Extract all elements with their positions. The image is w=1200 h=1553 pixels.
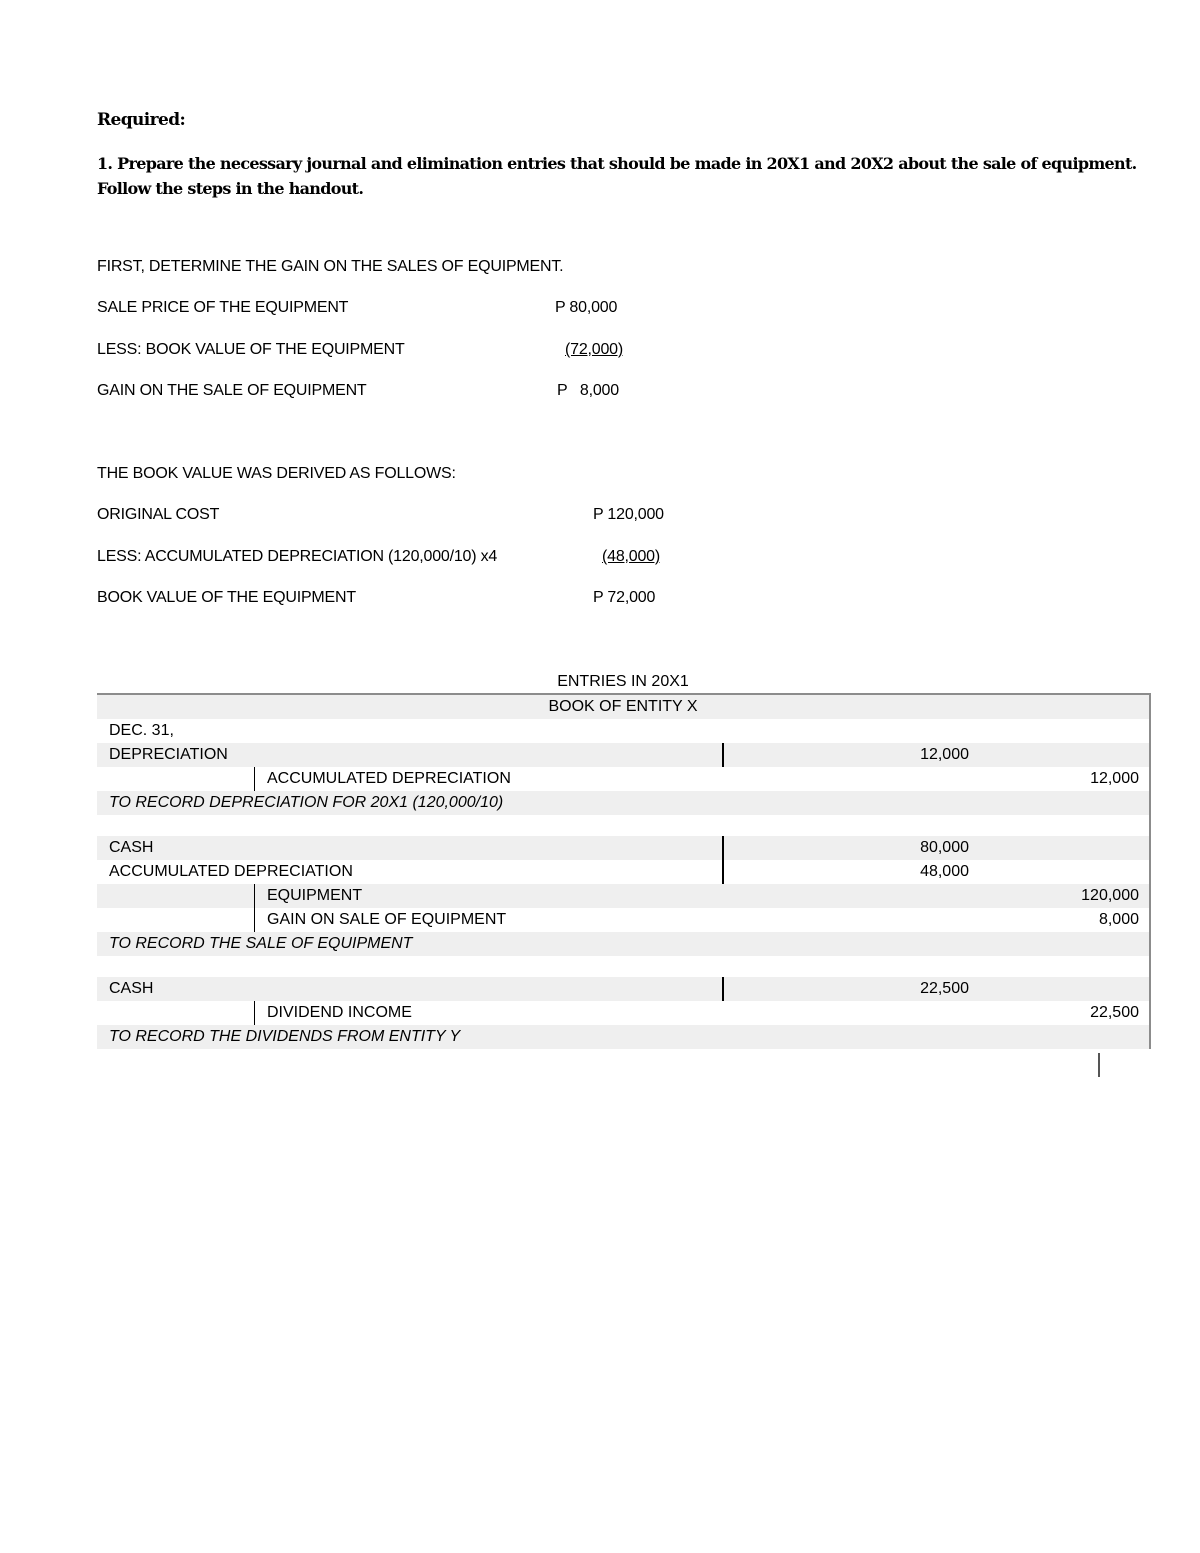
journal-row: [97, 860, 1149, 884]
sale-price-label: SALE PRICE OF THE EQUIPMENT: [97, 299, 349, 316]
journal-memo-row: [97, 791, 1149, 815]
journal-row: [97, 977, 1149, 1001]
credit-account: EQUIPMENT: [254, 884, 362, 908]
debit-account: CASH: [109, 839, 154, 856]
sale-price-value: P 80,000: [555, 299, 618, 316]
column-divider: [722, 977, 724, 1001]
entry-memo: TO RECORD THE DIVIDENDS FROM ENTITY Y: [109, 1028, 461, 1045]
gain-heading: FIRST, DETERMINE THE GAIN ON THE SALES OF EQUIPMENT.: [97, 258, 564, 275]
table-divider-line: [1098, 1053, 1100, 1077]
book-value-value: P 72,000: [593, 589, 656, 606]
journal-row: [97, 908, 1149, 932]
journal-row: [97, 884, 1149, 908]
credit-account: GAIN ON SALE OF EQUIPMENT: [254, 908, 506, 932]
entry-memo: TO RECORD THE SALE OF EQUIPMENT: [109, 935, 413, 952]
debit-account: ACCUMULATED DEPRECIATION: [109, 863, 353, 880]
journal-row: [97, 743, 1149, 767]
less-book-value-value: (72,000): [565, 341, 623, 358]
journal-spacer-row: [97, 815, 1149, 836]
journal-table: [97, 693, 1151, 1049]
journal-date-row: [97, 719, 1149, 743]
credit-amount: 22,500: [1090, 1004, 1139, 1021]
required-instruction: 1. Prepare the necessary journal and elimination entries that should be made in 20X1 and 20X2 about the sale of equipment. Follow the steps in the handout.: [97, 154, 1137, 198]
book-value-label: BOOK VALUE OF THE EQUIPMENT: [97, 589, 356, 606]
accumulated-depreciation-value: (48,000): [602, 548, 660, 565]
journal-title: ENTRIES IN 20X1: [557, 673, 689, 690]
gain-on-sale-label: GAIN ON THE SALE OF EQUIPMENT: [97, 382, 367, 399]
gain-on-sale-value: P 8,000: [557, 382, 619, 399]
journal-book-row: [97, 695, 1149, 719]
original-cost-label: ORIGINAL COST: [97, 506, 220, 523]
debit-amount: 22,500: [920, 980, 969, 997]
debit-amount: 12,000: [920, 746, 969, 763]
journal-row: [97, 767, 1149, 791]
accumulated-depreciation-label: LESS: ACCUMULATED DEPRECIATION (120,000/10) x4: [97, 548, 498, 565]
journal-memo-row: [97, 932, 1149, 956]
credit-amount: 120,000: [1081, 887, 1139, 904]
original-cost-value: P 120,000: [593, 506, 664, 523]
credit-amount: 12,000: [1090, 770, 1139, 787]
debit-amount: 48,000: [920, 863, 969, 880]
column-divider: [722, 743, 724, 767]
required-heading: Required:: [97, 110, 186, 130]
debit-amount: 80,000: [920, 839, 969, 856]
book-value-heading: THE BOOK VALUE WAS DERIVED AS FOLLOWS:: [97, 465, 456, 482]
journal-memo-row: [97, 1025, 1149, 1049]
less-book-value-label: LESS: BOOK VALUE OF THE EQUIPMENT: [97, 341, 405, 358]
debit-account: CASH: [109, 980, 154, 997]
journal-row: [97, 1001, 1149, 1025]
column-divider: [722, 836, 724, 860]
entry-memo: TO RECORD DEPRECIATION FOR 20X1 (120,000/10): [109, 794, 504, 811]
credit-account: ACCUMULATED DEPRECIATION: [254, 767, 511, 791]
journal-book-name: BOOK OF ENTITY X: [548, 698, 698, 715]
credit-amount: 8,000: [1098, 911, 1139, 928]
debit-account: DEPRECIATION: [109, 746, 228, 763]
journal-row: [97, 836, 1149, 860]
credit-account: DIVIDEND INCOME: [254, 1001, 412, 1025]
column-divider: [722, 860, 724, 884]
journal-date: DEC. 31,: [109, 722, 174, 739]
journal-spacer-row: [97, 956, 1149, 977]
